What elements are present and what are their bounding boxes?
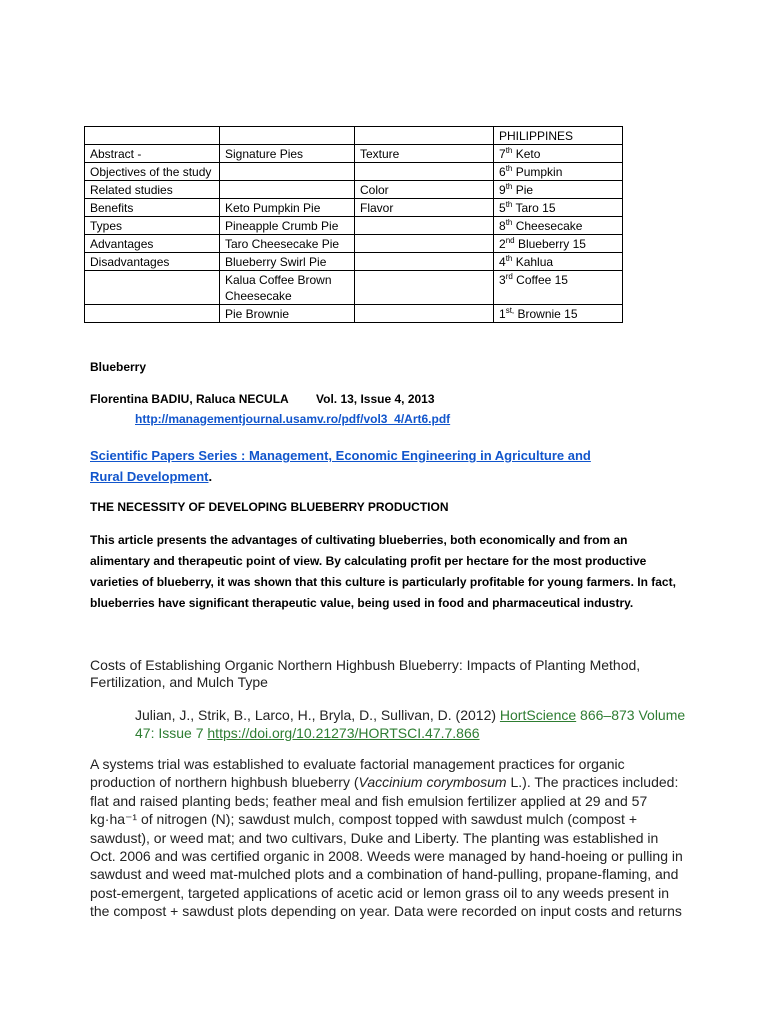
table-cell [220,181,355,199]
rank-flavor: Brownie 15 [517,307,578,321]
table-cell: Kalua Coffee Brown Cheesecake [220,271,355,305]
rank-flavor: Pumpkin [515,165,563,179]
paper2-body-line: sawdust), or weed mat; and two cultivars, Duke and Liberty. The planting was established in [90,829,659,846]
table-cell: Pie Brownie [220,305,355,323]
table-row [85,271,623,305]
paper2-title-line: Costs of Establishing Organic Northern Highbush Blueberry: Impacts of Planting Method, [90,657,641,673]
ranking-cell [494,305,623,323]
table-row [85,145,623,163]
table-cell: Texture [355,145,494,163]
ranking-cell [494,199,623,217]
ranking-cell [494,253,623,271]
table-row [85,235,623,253]
journal-series-period: . [208,469,213,484]
paper2-issue: 47: Issue 7 [135,725,208,741]
rank-suffix: st, [505,306,515,315]
paper2-body-line: A systems trial was established to evaluate factorial management practices for organic [90,756,625,772]
table-cell: Disadvantages [85,253,220,271]
citation-authors: Florentina BADIU, Raluca NECULA [90,392,289,406]
table-row [85,181,623,199]
rank-number: 1 [499,307,506,321]
rank-number: 4 [499,255,506,269]
rank-number: 5 [499,201,506,215]
ranking-cell [494,271,623,305]
table-cell: Pineapple Crumb Pie [220,217,355,235]
rank-number: 7 [499,147,506,161]
rank-flavor: Taro 15 [515,201,556,215]
table-cell [355,253,494,271]
abstract-line: This article presents the advantages of cultivating blueberries, both economically and from an [90,533,628,547]
journal-series-line1[interactable]: Scientific Papers Series : Management, Economic Engineering in Agriculture and [90,448,591,463]
table-cell: Types [85,217,220,235]
table-cell: Blueberry Swirl Pie [220,253,355,271]
rank-flavor: Pie [515,183,534,197]
rank-suffix: th [505,164,513,173]
article-abstract [90,530,676,614]
pie-flavor-table [84,126,623,323]
paper2-title [90,657,640,691]
paper2-body-line: Oct. 2006 and was certified organic in 2008. Weeds were managed by hand-hoeing or pulling in [90,848,683,865]
rank-number: 9 [499,183,506,197]
paper2-body-line: flat and raised planting beds; feather meal and fish emulsion fertilizer applied at 29 and 57 [90,792,648,809]
table-cell [85,127,220,145]
table-cell: Color [355,181,494,199]
rank-number: 3 [499,273,506,287]
species-name: Vaccinium corymbosum [358,774,507,791]
body-segment: production of northern highbush blueberry ( [90,774,359,791]
abstract-line: varieties of blueberry, it was shown that this culture is particularly profitable for young farmers. In fact, [90,575,676,589]
paper2-abstract [90,755,683,921]
abstract-line: alimentary and therapeutic point of view. By calculating profit per hectare for the most productive [90,554,647,568]
table-row [85,127,623,145]
hortscience-link[interactable]: HortScience [499,707,577,723]
table-cell [355,127,494,145]
section-heading: Blueberry [90,360,147,374]
rank-number: 6 [499,165,506,179]
table-cell [85,271,220,305]
body-segment: L.). The practices included: [506,774,679,791]
ranking-cell [494,163,623,181]
ranking-cell [494,217,623,235]
ranking-cell [494,181,623,199]
table-cell: Abstract - [85,145,220,163]
paper2-body-line [90,773,683,791]
rank-suffix: th [505,254,513,263]
table-row [85,217,623,235]
paper2-body-line: kg·ha⁻¹ of nitrogen (N); sawdust mulch, compost topped with sawdust mulch (compost + [90,811,638,828]
ranking-cell [494,127,623,145]
paper2-volume: Volume [638,707,686,723]
table-cell: Objectives of the study [85,163,220,181]
citation-url-link[interactable]: http://managementjournal.usamv.ro/pdf/vol3_4/Art6.pdf [135,412,451,426]
paper2-body-line: post-emergent, targeted applications of acetic acid or lemon grass oil to any weeds present in [90,884,669,901]
journal-series-title[interactable] [90,445,591,487]
table-cell [220,127,355,145]
table-cell: Flavor [355,199,494,217]
table-cell: Keto Pumpkin Pie [220,199,355,217]
paper2-body-line: the compost + sawdust plots depending on year. Data were recorded on input costs and returns [90,903,682,920]
table-row [85,253,623,271]
table-cell: Taro Cheesecake Pie [220,235,355,253]
table-cell: Benefits [85,199,220,217]
table-cell [355,217,494,235]
rank-suffix: nd [505,236,515,245]
paper2-authors: Julian, J., Strik, B., Larco, H., Bryla, D., Sullivan, D. (2012) [135,707,500,723]
rank-suffix: th [505,182,513,191]
table-cell [355,271,494,305]
rank-suffix: th [505,218,513,227]
rank-flavor: PHILIPPINES [499,129,574,143]
table-cell [220,163,355,181]
article-title: THE NECESSITY OF DEVELOPING BLUEBERRY PRODUCTION [90,500,449,514]
rank-number: 2 [499,237,506,251]
doi-link[interactable]: https://doi.org/10.21273/HORTSCI.47.7.866 [207,725,480,741]
rank-flavor: Keto [515,147,541,161]
abstract-line: blueberries have significant therapeutic value, being used in food and pharmaceutical industry. [90,596,634,610]
ranking-cell [494,145,623,163]
rank-suffix: rd [505,272,513,281]
paper2-title-line: Fertilization, and Mulch Type [90,674,268,690]
table-cell [355,305,494,323]
citation-volume: Vol. 13, Issue 4, 2013 [316,392,435,406]
table-cell: Signature Pies [220,145,355,163]
rank-suffix: th [505,146,513,155]
table-cell [85,305,220,323]
paper2-body-line: sawdust and weed mat-mulched plots and a combination of hand-pulling, propane-flaming, and [90,866,679,883]
ranking-cell [494,235,623,253]
rank-flavor: Coffee 15 [516,273,568,287]
table-cell: Related studies [85,181,220,199]
table-row [85,305,623,323]
table-cell: Advantages [85,235,220,253]
rank-flavor: Blueberry 15 [517,237,586,251]
rank-flavor: Kahlua [515,255,554,269]
paper2-citation [135,706,695,742]
rank-number: 8 [499,219,506,233]
paper2-pages: 866–873 [576,707,639,723]
journal-series-line2[interactable]: Rural Development [90,469,209,484]
rank-flavor: Cheesecake [515,219,583,233]
table-row [85,199,623,217]
rank-suffix: th [505,200,513,209]
table-cell [355,163,494,181]
table-cell [355,235,494,253]
table-row [85,163,623,181]
